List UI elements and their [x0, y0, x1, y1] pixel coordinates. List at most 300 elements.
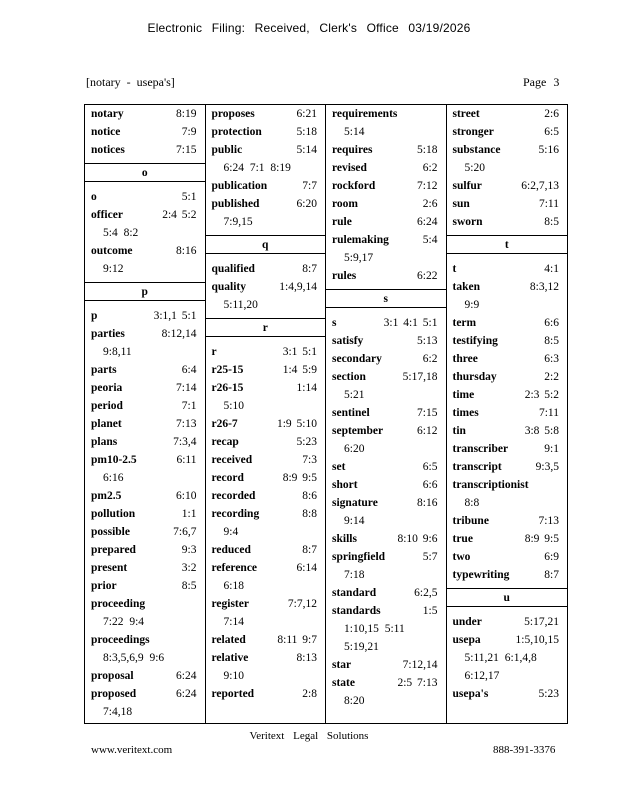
- index-term: o: [91, 191, 97, 203]
- letter-section-header: p: [85, 282, 205, 301]
- index-page-refs: 5:23: [538, 688, 559, 700]
- index-page-refs: 6:20: [296, 198, 317, 210]
- index-entry: [206, 415, 326, 433]
- index-term: usepa: [452, 634, 481, 646]
- index-page-refs: 2:3 5:2: [524, 389, 559, 401]
- index-term: rules: [332, 270, 357, 282]
- index-page-refs: 5:18: [417, 144, 438, 156]
- footer-website: www.veritext.com: [91, 744, 173, 756]
- index-page-refs: 1:4 5:9: [282, 364, 317, 376]
- letter-section-header: r: [206, 318, 326, 337]
- index-refs-continued: 5:10: [223, 400, 244, 412]
- index-entry: [206, 260, 326, 278]
- index-refs-continued: 6:20: [344, 443, 365, 455]
- index-entry: [85, 242, 205, 260]
- index-page-refs: 6:24: [176, 688, 197, 700]
- index-term: reference: [211, 562, 258, 574]
- index-term: sworn: [452, 216, 483, 228]
- index-refs-continued: 9:9: [464, 299, 480, 311]
- index-term: proposed: [91, 688, 137, 700]
- index-term: proposal: [91, 670, 134, 682]
- index-term: star: [332, 659, 352, 671]
- index-page-refs: 1:4,9,14: [279, 281, 317, 293]
- index-term: prepared: [91, 544, 136, 556]
- index-entry: [85, 541, 205, 559]
- index-page-refs: 6:24: [417, 216, 438, 228]
- index-page-refs: 8:6: [302, 490, 317, 502]
- index-term: received: [211, 454, 253, 466]
- index-entry: [447, 476, 568, 494]
- index-page-refs: 6:22: [417, 270, 438, 282]
- index-page-refs: 5:18: [296, 126, 317, 138]
- filing-header: Electronic Filing: Received, Clerk's Office 03/19/2026: [147, 21, 471, 35]
- index-entry: [85, 667, 205, 685]
- index-term: planet: [91, 418, 122, 430]
- index-refs-continued: 7:22 9:4: [103, 616, 145, 628]
- index-entry: [326, 177, 446, 195]
- index-page-refs: 5:13: [417, 335, 438, 347]
- index-term: peoria: [91, 382, 123, 394]
- index-refs-continued: 7:9,15: [223, 216, 253, 228]
- index-term: september: [332, 425, 384, 437]
- index-term: recorded: [211, 490, 256, 502]
- index-page-refs: 9:3,5: [535, 461, 559, 473]
- letter-section-header: o: [85, 163, 205, 182]
- index-term: transcript: [452, 461, 502, 473]
- index-page-refs: 6:10: [176, 490, 197, 502]
- index-entry: [206, 177, 326, 195]
- index-entry: [206, 123, 326, 141]
- index-page-refs: 7:12: [417, 180, 438, 192]
- index-entry: [447, 105, 568, 123]
- index-entry: [206, 379, 326, 397]
- index-refs-continued: 9:4: [223, 526, 239, 538]
- index-entry: [447, 332, 568, 350]
- index-term: period: [91, 400, 123, 412]
- index-column-1: [85, 105, 206, 723]
- index-term: pm10-2.5: [91, 454, 137, 466]
- index-refs-continued: 7:18: [344, 569, 365, 581]
- index-term: publication: [211, 180, 268, 192]
- index-page-refs: 8:9 9:5: [282, 472, 317, 484]
- index-refs-continued: 1:10,15 5:11: [344, 623, 405, 635]
- index-page-refs: 6:6: [422, 479, 438, 491]
- index-entry: [85, 105, 205, 123]
- index-term: r25-15: [211, 364, 244, 376]
- index-entry: [85, 206, 205, 224]
- index-term: rule: [332, 216, 352, 228]
- index-term: rockford: [332, 180, 376, 192]
- index-column-3: [326, 105, 447, 723]
- index-entry: [206, 685, 326, 703]
- index-entry: [447, 386, 568, 404]
- index-entry: [447, 350, 568, 368]
- index-term: tribune: [452, 515, 489, 527]
- index-term: p: [91, 310, 98, 322]
- index-entry: [447, 512, 568, 530]
- index-entry: [206, 469, 326, 487]
- index-entry: [85, 451, 205, 469]
- index-entry: [206, 343, 326, 361]
- index-term: r26-15: [211, 382, 244, 394]
- index-page-refs: 5:16: [538, 144, 559, 156]
- word-index-grid: [84, 104, 568, 724]
- index-entry: [447, 458, 568, 476]
- index-entry: [85, 379, 205, 397]
- index-entry: [326, 267, 446, 285]
- index-entry: [326, 141, 446, 159]
- index-page-refs: 1:5,10,15: [515, 634, 559, 646]
- index-refs-continued: 6:12,17: [464, 670, 500, 682]
- index-term: rulemaking: [332, 234, 389, 246]
- index-page-refs: 9:3: [181, 544, 197, 556]
- index-page-refs: 7:12,14: [402, 659, 438, 671]
- index-entry: [326, 105, 446, 123]
- index-page-refs: 8:5: [544, 216, 559, 228]
- index-refs-continued: 8:20: [344, 695, 365, 707]
- index-term: time: [452, 389, 475, 401]
- index-entry: [85, 487, 205, 505]
- index-entry: [85, 685, 205, 703]
- index-entry: [85, 595, 205, 613]
- index-entry: [326, 314, 446, 332]
- index-page-refs: 8:19: [176, 108, 197, 120]
- index-term: parties: [91, 328, 125, 340]
- index-refs-continued: 5:21: [344, 389, 365, 401]
- index-entry: [447, 260, 568, 278]
- index-page-refs: 3:1 5:1: [282, 346, 317, 358]
- index-entry: [326, 602, 446, 620]
- index-term: standards: [332, 605, 381, 617]
- index-term: two: [452, 551, 471, 563]
- index-term: sulfur: [452, 180, 482, 192]
- index-entry: [206, 195, 326, 213]
- index-term: taken: [452, 281, 480, 293]
- index-page-refs: 7:15: [417, 407, 438, 419]
- index-page-refs: 6:4: [181, 364, 197, 376]
- index-entry: [447, 368, 568, 386]
- index-page-refs: 8:7: [302, 544, 317, 556]
- index-term: room: [332, 198, 358, 210]
- index-page-refs: 6:14: [296, 562, 317, 574]
- index-page-refs: 2:6: [544, 108, 559, 120]
- index-entry: [85, 577, 205, 595]
- index-entry: [326, 548, 446, 566]
- index-term: standard: [332, 587, 377, 599]
- index-term: typewriting: [452, 569, 510, 581]
- index-page-refs: 6:3: [544, 353, 559, 365]
- index-term: under: [452, 616, 482, 628]
- index-term: possible: [91, 526, 130, 538]
- index-page-refs: 8:16: [176, 245, 197, 257]
- index-entry: [85, 361, 205, 379]
- index-page-refs: 3:8 5:8: [524, 425, 559, 437]
- index-term: testifying: [452, 335, 498, 347]
- index-entry: [326, 458, 446, 476]
- index-term: requires: [332, 144, 373, 156]
- index-page-refs: 8:7: [302, 263, 317, 275]
- index-term: thursday: [452, 371, 497, 383]
- index-page-refs: 5:4: [422, 234, 438, 246]
- index-refs-continued: 8:3,5,6,9 9:6: [103, 652, 165, 664]
- index-page-refs: 2:8: [302, 688, 317, 700]
- index-entry: [85, 505, 205, 523]
- index-term: secondary: [332, 353, 382, 365]
- index-page-refs: 7:7: [302, 180, 317, 192]
- index-entry: [326, 213, 446, 231]
- index-entry: [206, 361, 326, 379]
- index-term: true: [452, 533, 473, 545]
- index-term: recap: [211, 436, 239, 448]
- index-term: sentinel: [332, 407, 370, 419]
- index-range: [notary - usepa's]: [86, 75, 175, 89]
- index-term: sun: [452, 198, 470, 210]
- index-entry: [447, 422, 568, 440]
- index-term: skills: [332, 533, 357, 545]
- index-page-refs: 6:5: [544, 126, 559, 138]
- index-page-refs: 7:11: [538, 198, 559, 210]
- index-page-refs: 8:10 9:6: [397, 533, 438, 545]
- index-term: related: [211, 634, 246, 646]
- index-term: public: [211, 144, 243, 156]
- index-term: reported: [211, 688, 255, 700]
- index-page-refs: 6:2: [422, 162, 438, 174]
- index-page-refs: 1:1: [181, 508, 197, 520]
- index-refs-continued: 8:8: [464, 497, 480, 509]
- index-term: street: [452, 108, 480, 120]
- index-refs-continued: 6:24 7:1 8:19: [223, 162, 291, 174]
- index-page-refs: 6:9: [544, 551, 559, 563]
- index-entry: [447, 278, 568, 296]
- index-term: register: [211, 598, 249, 610]
- index-term: outcome: [91, 245, 133, 257]
- index-entry: [326, 476, 446, 494]
- index-page-refs: 3:1,1 5:1: [153, 310, 197, 322]
- index-entry: [85, 307, 205, 325]
- index-term: times: [452, 407, 479, 419]
- index-page-refs: 8:5: [544, 335, 559, 347]
- index-entry: [447, 177, 568, 195]
- index-refs-continued: 5:14: [344, 126, 365, 138]
- index-entry: [85, 188, 205, 206]
- index-term: qualified: [211, 263, 255, 275]
- index-entry: [326, 368, 446, 386]
- index-entry: [206, 595, 326, 613]
- index-entry: [447, 685, 568, 703]
- index-entry: [85, 559, 205, 577]
- index-page-refs: 8:8: [302, 508, 317, 520]
- index-term: officer: [91, 209, 123, 221]
- index-page-refs: 2:2: [544, 371, 559, 383]
- index-term: usepa's: [452, 688, 489, 700]
- index-entry: [206, 505, 326, 523]
- index-term: quality: [211, 281, 247, 293]
- index-term: transcriber: [452, 443, 509, 455]
- index-page-refs: 5:17,21: [524, 616, 559, 628]
- index-entry: [85, 141, 205, 159]
- index-page-refs: 6:2: [422, 353, 438, 365]
- index-page-refs: 8:16: [417, 497, 438, 509]
- index-page-refs: 8:7: [544, 569, 559, 581]
- index-entry: [447, 548, 568, 566]
- index-column-4: [447, 105, 568, 723]
- index-term: notary: [91, 108, 124, 120]
- index-page-refs: 7:6,7: [173, 526, 197, 538]
- index-entry: [326, 404, 446, 422]
- index-term: three: [452, 353, 478, 365]
- index-term: satisfy: [332, 335, 364, 347]
- index-refs-continued: 9:10: [223, 670, 244, 682]
- index-page-refs: 8:3,12: [529, 281, 559, 293]
- index-entry: [85, 325, 205, 343]
- letter-section-header: t: [447, 235, 568, 254]
- index-page-refs: 7:7,12: [287, 598, 317, 610]
- index-entry: [206, 141, 326, 159]
- index-entry: [85, 415, 205, 433]
- index-entry: [206, 105, 326, 123]
- index-page-refs: 2:6: [422, 198, 438, 210]
- index-page-refs: 6:2,7,13: [521, 180, 559, 192]
- index-page-refs: 6:21: [296, 108, 317, 120]
- index-term: revised: [332, 162, 367, 174]
- index-term: short: [332, 479, 358, 491]
- index-entry: [326, 656, 446, 674]
- index-term: reduced: [211, 544, 251, 556]
- index-page-refs: 7:13: [538, 515, 559, 527]
- index-page-refs: 5:17,18: [402, 371, 438, 383]
- index-entry: [326, 195, 446, 213]
- index-term: substance: [452, 144, 501, 156]
- index-entry: [447, 631, 568, 649]
- index-page-refs: 8:12,14: [161, 328, 197, 340]
- index-refs-continued: 5:19,21: [344, 641, 379, 653]
- index-page-refs: 3:2: [181, 562, 197, 574]
- index-term: t: [452, 263, 457, 275]
- index-page-refs: 7:15: [176, 144, 197, 156]
- index-term: record: [211, 472, 244, 484]
- index-term: stronger: [452, 126, 494, 138]
- index-term: section: [332, 371, 366, 383]
- index-entry: [206, 433, 326, 451]
- index-page-refs: 7:14: [176, 382, 197, 394]
- index-entry: [85, 397, 205, 415]
- letter-section-header: q: [206, 235, 326, 254]
- index-page-refs: 6:6: [544, 317, 559, 329]
- index-term: relative: [211, 652, 249, 664]
- index-page-refs: 1:9 5:10: [276, 418, 317, 430]
- index-page-refs: 6:12: [417, 425, 438, 437]
- index-entry: [85, 523, 205, 541]
- index-entry: [447, 613, 568, 631]
- index-page-refs: 5:7: [422, 551, 438, 563]
- index-entry: [85, 123, 205, 141]
- index-entry: [206, 559, 326, 577]
- page-number: Page 3: [523, 75, 560, 89]
- index-page-refs: 5:23: [296, 436, 317, 448]
- index-term: springfield: [332, 551, 386, 563]
- index-term: proceeding: [91, 598, 146, 610]
- index-page-refs: 9:1: [544, 443, 559, 455]
- index-term: present: [91, 562, 128, 574]
- index-entry: [326, 159, 446, 177]
- index-page-refs: 2:4 5:2: [162, 209, 197, 221]
- index-page-refs: 4:1: [544, 263, 559, 275]
- index-entry: [447, 141, 568, 159]
- index-entry: [447, 314, 568, 332]
- index-refs-continued: 9:12: [103, 263, 124, 275]
- index-entry: [206, 487, 326, 505]
- index-entry: [326, 422, 446, 440]
- index-term: r: [211, 346, 217, 358]
- index-entry: [447, 123, 568, 141]
- index-refs-continued: 9:8,11: [103, 346, 132, 358]
- index-refs-continued: 5:11,20: [223, 299, 258, 311]
- index-entry: [326, 494, 446, 512]
- index-entry: [447, 440, 568, 458]
- index-page-refs: 8:9 9:5: [524, 533, 559, 545]
- index-page-refs: 7:1: [181, 400, 197, 412]
- index-refs-continued: 6:16: [103, 472, 124, 484]
- index-page-refs: 1:14: [296, 382, 317, 394]
- index-term: prior: [91, 580, 117, 592]
- index-term: s: [332, 317, 337, 329]
- index-term: r26-7: [211, 418, 238, 430]
- index-term: proposes: [211, 108, 255, 120]
- index-entry: [326, 332, 446, 350]
- index-refs-continued: 5:4 8:2: [103, 227, 139, 239]
- index-term: pm2.5: [91, 490, 122, 502]
- index-term: requirements: [332, 108, 398, 120]
- index-entry: [326, 584, 446, 602]
- index-page-refs: 7:11: [538, 407, 559, 419]
- index-page-refs: 6:5: [422, 461, 438, 473]
- index-entry: [326, 350, 446, 368]
- index-term: state: [332, 677, 355, 689]
- index-refs-continued: 9:14: [344, 515, 365, 527]
- index-term: plans: [91, 436, 118, 448]
- index-term: recording: [211, 508, 260, 520]
- index-entry: [206, 541, 326, 559]
- index-entry: [326, 231, 446, 249]
- index-page-refs: 3:1 4:1 5:1: [383, 317, 438, 329]
- index-entry: [447, 404, 568, 422]
- index-term: term: [452, 317, 477, 329]
- index-term: proceedings: [91, 634, 150, 646]
- index-term: signature: [332, 497, 378, 509]
- index-refs-continued: 6:18: [223, 580, 244, 592]
- footer-phone: 888-391-3376: [493, 744, 556, 756]
- index-term: pollution: [91, 508, 136, 520]
- index-page-refs: 6:24: [176, 670, 197, 682]
- index-column-2: [206, 105, 327, 723]
- index-page-refs: 1:5: [422, 605, 438, 617]
- index-page-refs: 6:11: [176, 454, 197, 466]
- index-entry: [206, 631, 326, 649]
- index-term: tin: [452, 425, 466, 437]
- index-refs-continued: 5:20: [464, 162, 485, 174]
- index-term: transcriptionist: [452, 479, 529, 491]
- index-page-refs: 7:3,4: [173, 436, 197, 448]
- index-page-refs: 8:5: [181, 580, 197, 592]
- index-page-refs: 5:1: [181, 191, 197, 203]
- index-page-refs: 7:3: [302, 454, 317, 466]
- index-entry: [85, 631, 205, 649]
- index-entry: [206, 278, 326, 296]
- index-term: notice: [91, 126, 121, 138]
- letter-section-header: s: [326, 289, 446, 308]
- index-page-refs: 7:9: [181, 126, 197, 138]
- index-refs-continued: 7:14: [223, 616, 244, 628]
